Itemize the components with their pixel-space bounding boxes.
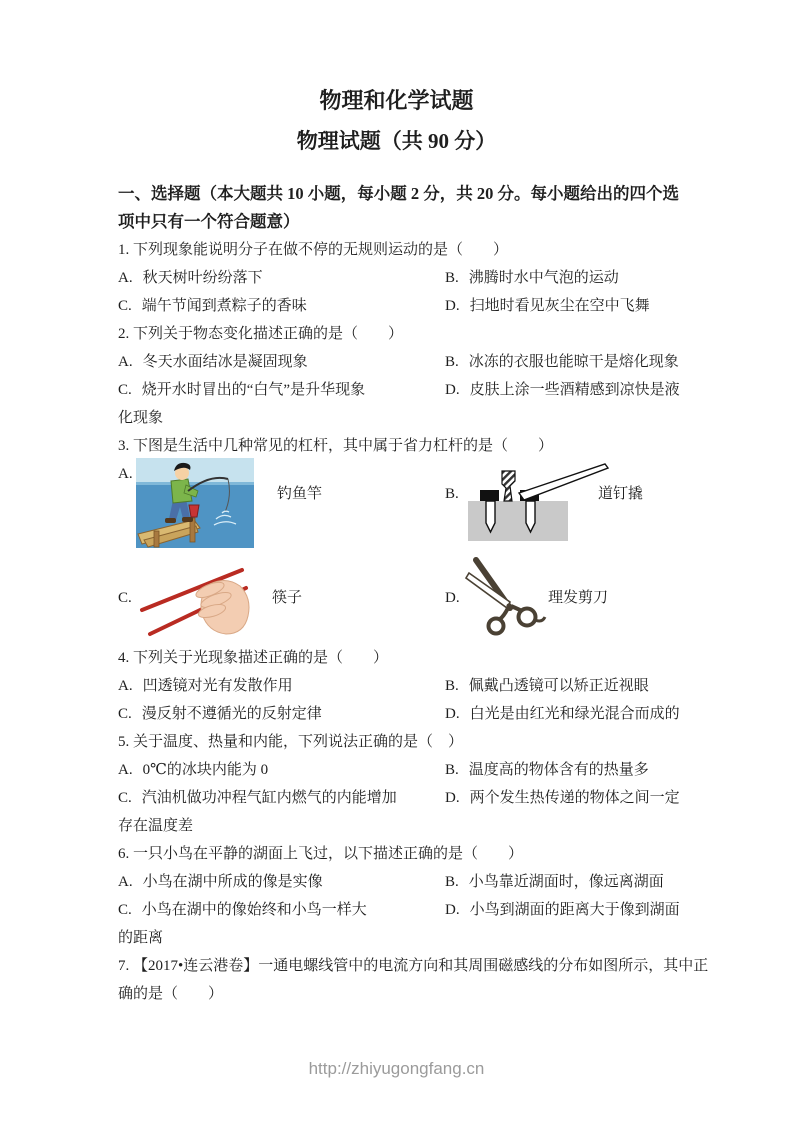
option-d: [445, 298, 650, 314]
question-3-image-row-ab: [118, 460, 680, 552]
option-label: B.: [445, 354, 459, 370]
option-label: C.: [118, 790, 132, 806]
option-a: [118, 264, 445, 292]
question-6-stem: 6. 一只小鸟在平静的湖面上飞过，以下描述正确的是（ ）: [118, 846, 524, 862]
option-text: 佩戴凸透镜可以矫正近视眼: [468, 678, 649, 694]
option-c: [118, 700, 445, 728]
option-label: D.: [445, 790, 460, 806]
option-text: 皮肤上涂一些酒精感到凉快是液化现象: [118, 382, 680, 426]
scissors-image: [462, 556, 547, 638]
option-text: 小鸟靠近湖面时，像远离湖面: [468, 874, 664, 890]
question-4-stem: 4. 下列关于光现象描述正确的是（ ）: [118, 650, 389, 666]
option-text: 冰冻的衣服也能晾干是熔化现象: [468, 354, 679, 370]
question-6-options-cd: [118, 896, 680, 952]
question-5-options-cd: [118, 784, 680, 840]
option-label: D.: [445, 902, 460, 918]
option-label: A.: [118, 466, 133, 482]
exam-body: [118, 180, 709, 1008]
option-text: 烧开水时冒出的“白气”是升华现象: [141, 382, 366, 398]
option-label: A.: [118, 762, 133, 778]
option-b: [445, 762, 649, 778]
question-2-stem: 2. 下列关于物态变化描述正确的是（ ）: [118, 326, 404, 342]
option-label: C.: [118, 902, 132, 918]
option-text: 两个发生热传递的物体之间一定存在温度差: [118, 790, 680, 834]
option-label: B.: [445, 678, 459, 694]
option-b: [445, 270, 619, 286]
question-3-stem: 3. 下图是生活中几种常见的杠杆，其中属于省力杠杆的是（ ）: [118, 438, 554, 454]
option-label: D.: [445, 706, 460, 722]
option-c: [118, 896, 445, 924]
option-label: B.: [445, 486, 459, 502]
question-4-options-ab: [118, 672, 680, 700]
question-4-options-cd: [118, 700, 680, 728]
option-a: [118, 348, 445, 376]
option-a: [118, 868, 445, 896]
option-d: [445, 706, 680, 722]
option-label: D.: [445, 382, 460, 398]
exam-title: 物理和化学试题: [319, 88, 474, 113]
option-label: A.: [118, 678, 133, 694]
option-label: B.: [445, 874, 459, 890]
option-text: 端午节闻到煮粽子的香味: [141, 298, 307, 314]
option-label: D.: [445, 298, 460, 314]
option-text: 冬天水面结冰是凝固现象: [142, 354, 308, 370]
option-a: [118, 672, 445, 700]
question-1-options-ab: [118, 264, 680, 292]
option-label: D.: [445, 590, 460, 606]
question-2-options-ab: [118, 348, 680, 376]
option-text: 0℃的冰块内能为 0: [142, 762, 269, 778]
question-1-options-cd: [118, 292, 680, 320]
option-text: 汽油机做功冲程气缸内燃气的内能增加: [141, 790, 397, 806]
question-3-image-row-cd: [118, 552, 680, 644]
option-text: 漫反射不遵循光的反射定律: [141, 706, 322, 722]
option-caption: 道钉撬: [598, 486, 644, 502]
option-c: [118, 784, 445, 812]
option-c: [118, 292, 445, 320]
footer-url: http://zhiyugongfang.cn: [308, 1059, 485, 1078]
question-5-stem: 5. 关于温度、热量和内能，下列说法正确的是（ ）: [118, 734, 464, 750]
option-caption: 理发剪刀: [548, 590, 609, 606]
option-label: C.: [118, 298, 132, 314]
option-b: [445, 354, 679, 370]
option-text: 凹透镜对光有发散作用: [142, 678, 293, 694]
option-text: 小鸟在湖中的像始终和小鸟一样大: [141, 902, 367, 918]
option-label: C.: [118, 706, 132, 722]
fishing-scene-image: [136, 458, 254, 548]
option-label: A.: [118, 354, 133, 370]
option-caption: 钓鱼竿: [277, 486, 323, 502]
option-text: 白光是由红光和绿光混合而成的: [469, 706, 680, 722]
option-b: [445, 678, 649, 694]
question-6-options-ab: [118, 868, 680, 896]
option-c: [118, 376, 445, 404]
spike-puller-image: [462, 462, 612, 544]
option-text: 秋天树叶纷纷落下: [142, 270, 263, 286]
option-a: [118, 756, 445, 784]
option-text: 小鸟在湖中所成的像是实像: [142, 874, 323, 890]
question-5-options-ab: [118, 756, 680, 784]
exam-subtitle: 物理试题（共 90 分）: [296, 129, 497, 153]
question-1-stem: 1. 下列现象能说明分子在做不停的无规则运动的是（ ）: [118, 242, 509, 258]
option-caption: 筷子: [272, 590, 303, 606]
option-b: [445, 874, 664, 890]
question-2-options-cd: [118, 376, 680, 432]
option-text: 温度高的物体含有的热量多: [468, 762, 649, 778]
option-text: 扫地时看见灰尘在空中飞舞: [469, 298, 650, 314]
option-label: A.: [118, 270, 133, 286]
option-text: 沸腾时水中气泡的运动: [468, 270, 619, 286]
section-heading: 一、选择题（本大题共 10 小题，每小题 2 分，共 20 分。每小题给出的四个选项中只有一个符合题意）: [118, 184, 679, 231]
option-label: C.: [118, 382, 132, 398]
question-7-stem: 7. 【2017•连云港卷】一通电螺线管中的电流方向和其周围磁感线的分布如图所示，其中正确的是（ ）: [118, 958, 709, 1002]
chopsticks-image: [138, 558, 264, 640]
option-label: C.: [118, 590, 132, 606]
option-label: A.: [118, 874, 133, 890]
option-label: B.: [445, 762, 459, 778]
option-label: B.: [445, 270, 459, 286]
option-text: 小鸟到湖面的距离大于像到湖面的距离: [118, 902, 680, 946]
